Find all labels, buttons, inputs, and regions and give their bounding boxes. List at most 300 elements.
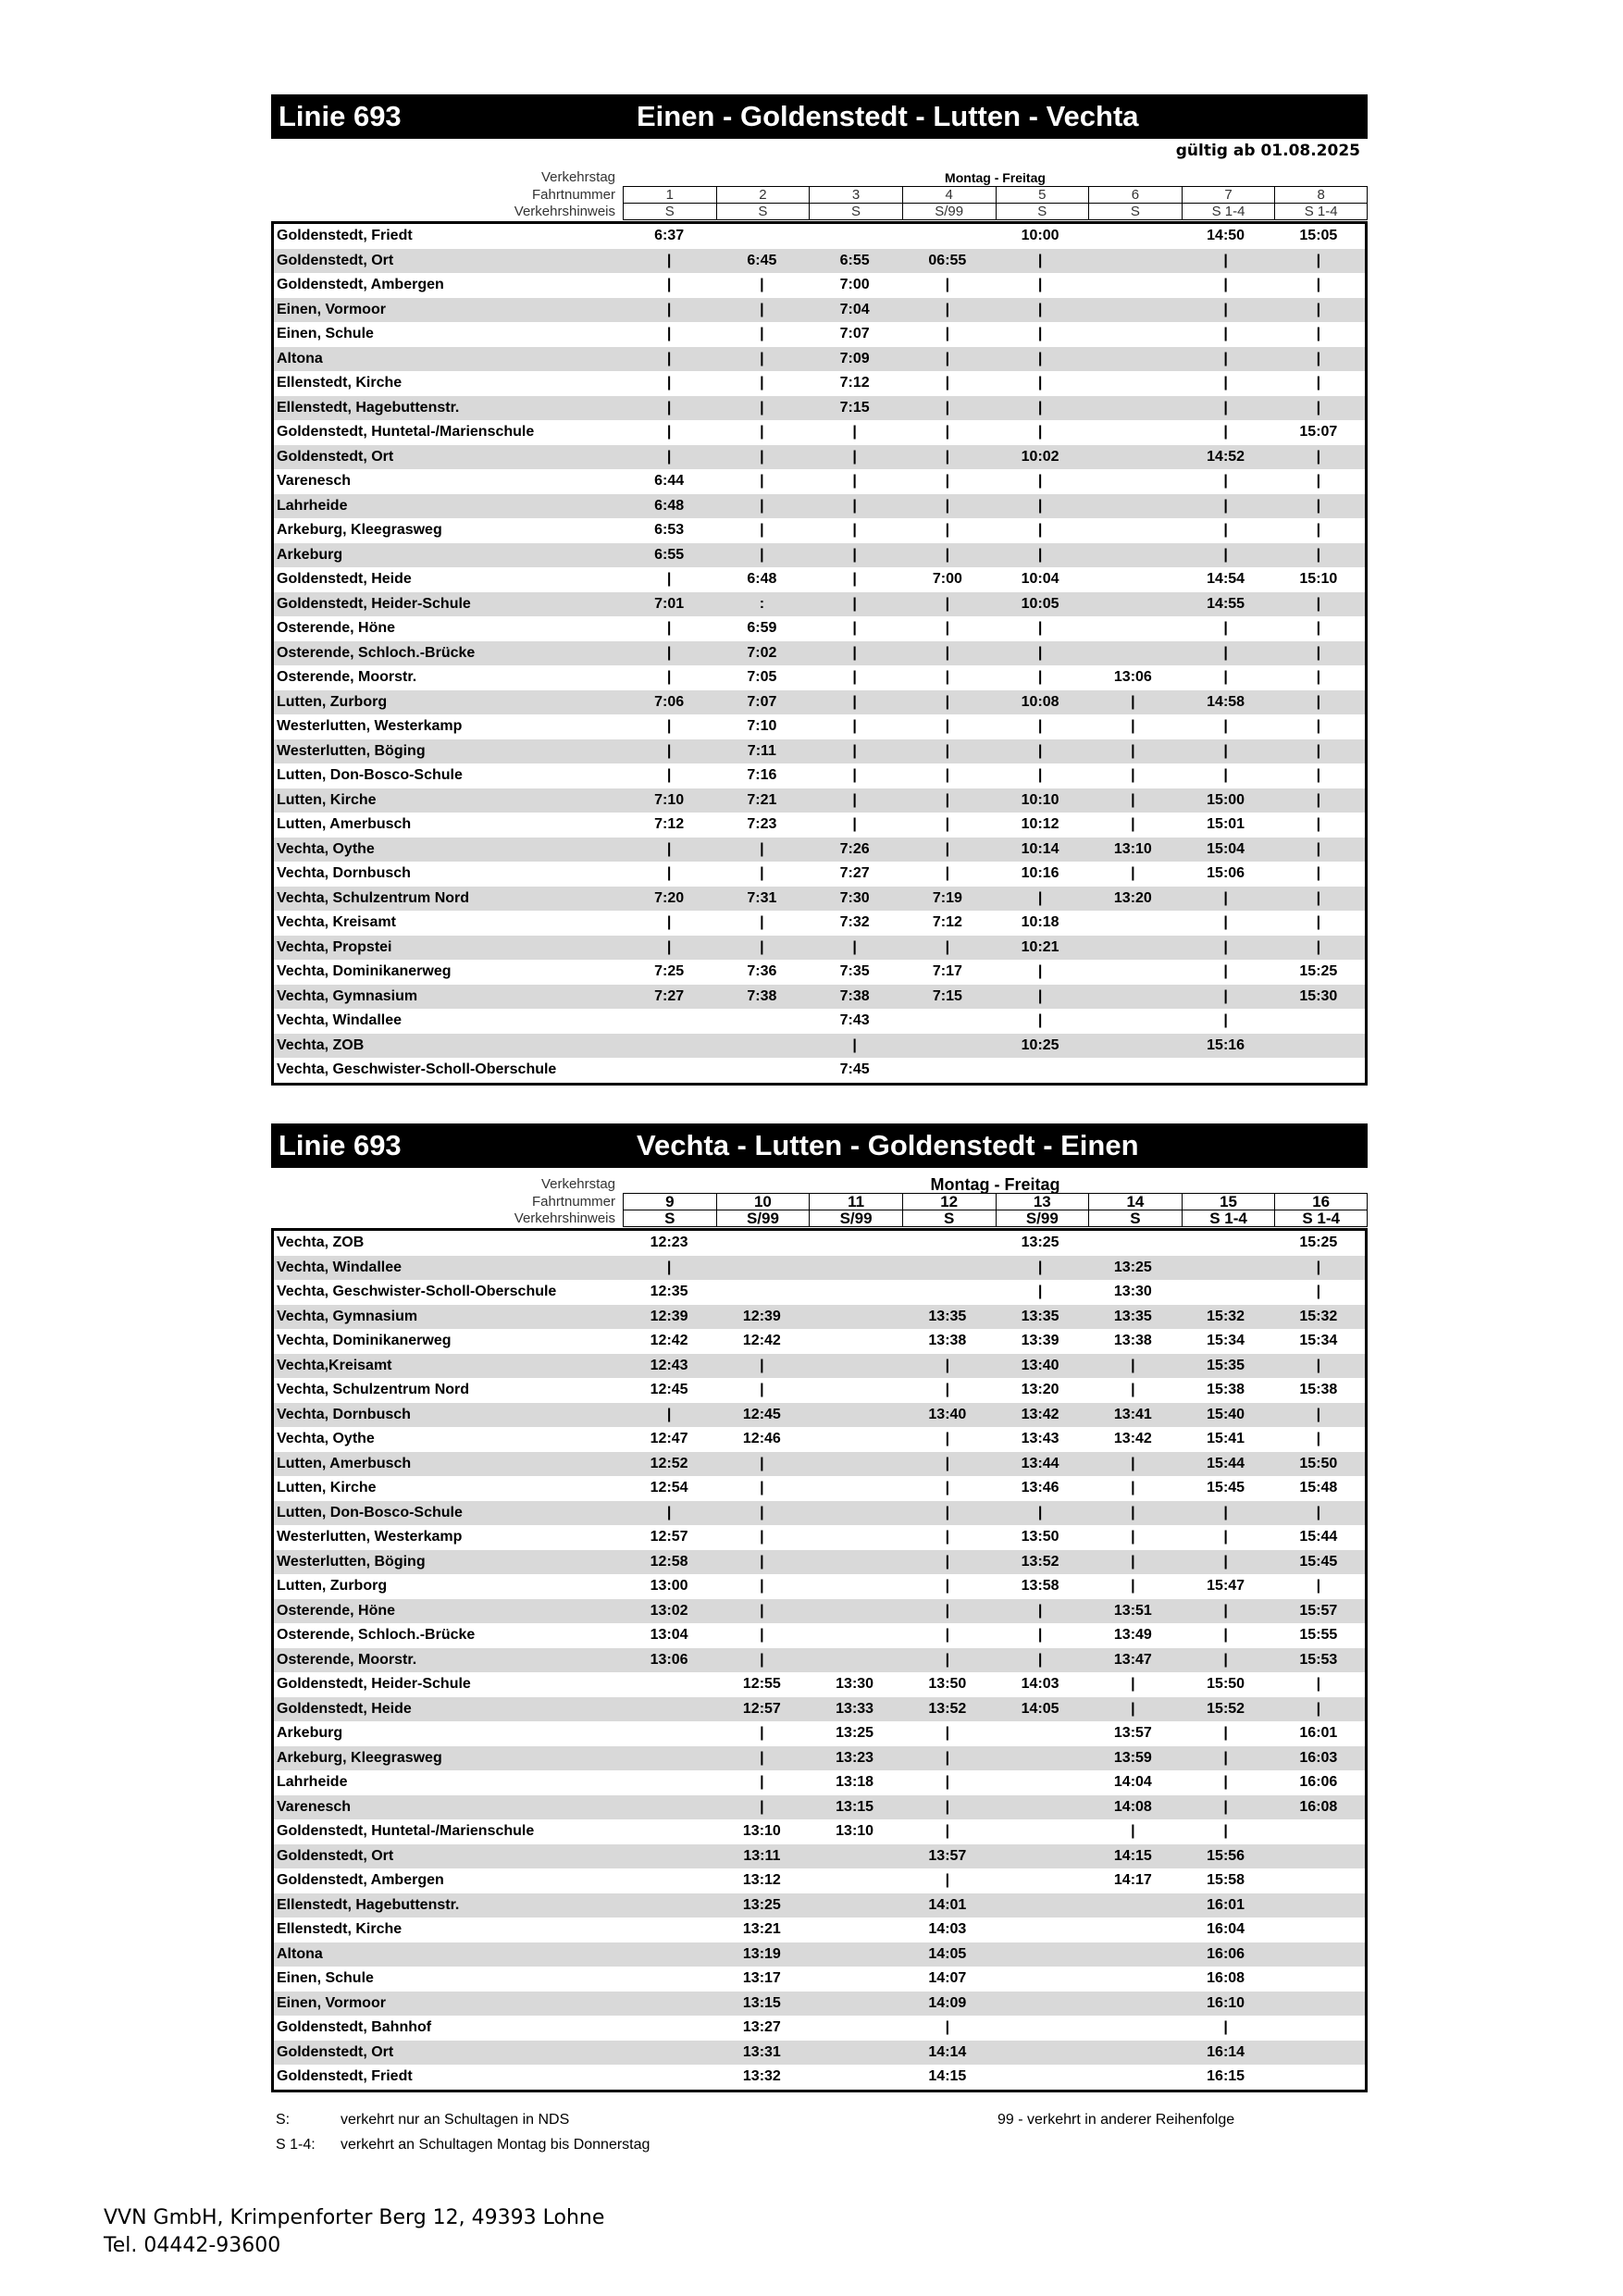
table-row <box>274 2041 1365 2066</box>
departure-time: 13:49 <box>1113 1627 1152 1643</box>
departure-time <box>809 1525 901 1550</box>
departure-time <box>623 1009 715 1034</box>
departure-time <box>1086 911 1179 936</box>
stop-name: Vechta, Propstei <box>277 938 392 955</box>
departure-time: 14:54 <box>1207 571 1245 587</box>
departure-time: | <box>760 399 764 416</box>
departure-time: | <box>760 350 764 366</box>
departure-time: | <box>1316 840 1321 857</box>
departure-time <box>1180 1058 1272 1083</box>
stop-name: Goldenstedt, Ort <box>277 2043 394 2060</box>
departure-time: | <box>945 840 950 857</box>
departure-time: 13:12 <box>742 1872 781 1888</box>
departure-time <box>1086 2016 1179 2041</box>
departure-time: | <box>945 1627 950 1643</box>
table-row <box>274 1721 1365 1746</box>
departure-time <box>809 1231 901 1256</box>
departure-time <box>901 1256 994 1281</box>
departure-time <box>994 1844 1086 1869</box>
departure-time <box>715 1058 808 1083</box>
departure-time: 7:38 <box>839 987 870 1004</box>
table-row <box>274 1378 1365 1403</box>
legend-99-text: 99 - verkehrt in anderer Reihenfolge <box>997 2112 1235 2128</box>
departure-time: 7:35 <box>839 963 870 979</box>
legend-s-key: S: <box>276 2112 291 2128</box>
departure-time <box>809 1917 901 1942</box>
trip-number: 16 <box>1274 1194 1368 1210</box>
departure-time: | <box>760 1725 764 1741</box>
table-row <box>274 1992 1365 2017</box>
departure-time: | <box>1131 1529 1135 1545</box>
departure-time: 7:06 <box>654 693 685 710</box>
departure-time: | <box>760 424 764 440</box>
departure-time <box>809 1648 901 1673</box>
departure-time: 13:52 <box>928 1700 967 1717</box>
departure-time <box>1086 1893 1179 1918</box>
departure-time: 12:39 <box>650 1308 688 1324</box>
departure-time: | <box>1223 669 1228 685</box>
departure-time: 15:32 <box>1299 1308 1338 1324</box>
departure-time: | <box>1037 669 1043 685</box>
departure-time <box>994 1819 1086 1844</box>
departure-time: 13:32 <box>742 2068 781 2084</box>
departure-time: 13:39 <box>1021 1333 1059 1348</box>
departure-time: 6:45 <box>747 252 777 268</box>
departure-time <box>1180 1231 1272 1256</box>
departure-time: | <box>1223 1798 1228 1815</box>
departure-time: | <box>852 522 857 538</box>
departure-time: | <box>1316 1357 1321 1373</box>
departure-time: | <box>1316 889 1321 906</box>
departure-time: 13:18 <box>836 1774 874 1790</box>
departure-time <box>623 1721 715 1746</box>
departure-time <box>809 2041 901 2066</box>
departure-time: | <box>1223 350 1228 366</box>
table-row <box>274 813 1365 838</box>
departure-time: 7:21 <box>747 791 777 808</box>
departure-time <box>1086 396 1179 421</box>
departure-time: 15:32 <box>1207 1308 1245 1324</box>
table-row <box>274 739 1365 764</box>
departure-time <box>1272 1992 1365 2017</box>
trip-number: 2 <box>716 187 810 204</box>
departure-time: | <box>1316 1431 1321 1446</box>
departure-time: 15:35 <box>1207 1357 1245 1373</box>
stop-name: Lutten, Amerbusch <box>277 816 412 832</box>
departure-time: | <box>945 301 950 317</box>
departure-time <box>809 1599 901 1624</box>
departure-time: 10:12 <box>1021 816 1059 832</box>
stop-name: Goldenstedt, Bahnhof <box>277 2019 432 2035</box>
trip-label: Fahrtnummer <box>531 187 615 203</box>
departure-time: | <box>945 595 950 612</box>
departure-time: | <box>760 1480 764 1496</box>
stop-name: Vechta, Oythe <box>277 840 375 857</box>
departure-time: 7:07 <box>747 693 777 710</box>
stop-name: Westerlutten, Westerkamp <box>277 718 463 734</box>
table-row <box>274 2065 1365 2090</box>
table-row <box>274 1034 1365 1059</box>
departure-time: | <box>666 326 672 341</box>
departure-time: 16:08 <box>1207 1970 1245 1986</box>
departure-time: | <box>1223 644 1228 661</box>
departure-time: 14:17 <box>1113 1872 1152 1888</box>
stop-name: Lutten, Zurborg <box>277 693 388 710</box>
departure-time <box>809 1942 901 1967</box>
departure-time: 13:50 <box>1021 1529 1059 1545</box>
departure-time: 13:46 <box>1021 1480 1059 1496</box>
table-row <box>274 1819 1365 1844</box>
departure-time: 10:25 <box>1021 1036 1059 1053</box>
table-row <box>274 1009 1365 1034</box>
stop-name: Lutten, Zurborg <box>277 1578 388 1594</box>
stop-name: Goldenstedt, Heider-Schule <box>277 595 471 612</box>
table-row <box>274 1256 1365 1281</box>
trip-number: 1 <box>623 187 716 204</box>
departure-time: | <box>1037 252 1043 268</box>
trip-note: S 1-4 <box>1274 204 1368 220</box>
departure-time: | <box>1037 987 1043 1004</box>
departure-time: | <box>1316 473 1321 489</box>
table-row <box>274 1476 1365 1501</box>
departure-time: | <box>760 301 764 317</box>
trip-note: S/99 <box>902 204 996 220</box>
table-row <box>274 862 1365 887</box>
departure-time: 13:40 <box>1021 1357 1059 1373</box>
departure-time <box>809 1501 901 1526</box>
stop-name: Arkeburg, Kleegrasweg <box>277 522 442 538</box>
departure-time <box>809 1623 901 1648</box>
departure-time <box>1272 1844 1365 1869</box>
departure-time: | <box>1037 522 1043 538</box>
departure-time <box>1272 1034 1365 1059</box>
stop-name: Goldenstedt, Huntetal-/Marienschule <box>277 424 535 440</box>
table-row <box>274 1574 1365 1599</box>
departure-time <box>1086 469 1179 494</box>
departure-time: 13:17 <box>742 1970 781 1986</box>
departure-time: 06:55 <box>928 252 967 268</box>
departure-time <box>994 1967 1086 1992</box>
departure-time: 13:51 <box>1113 1602 1152 1619</box>
trip-number: 8 <box>1274 187 1368 204</box>
departure-time: | <box>1316 375 1321 391</box>
stop-name: Einen, Vormoor <box>277 1994 386 2011</box>
departure-time: | <box>945 1823 950 1839</box>
table-row <box>274 1746 1365 1771</box>
table-row <box>274 1280 1365 1305</box>
timetable-section-2 <box>271 1123 1368 2092</box>
stop-name: Lutten, Kirche <box>277 791 377 808</box>
departure-time: | <box>666 301 672 317</box>
day-label: Verkehrstag <box>540 169 615 185</box>
departure-time: 15:45 <box>1299 1553 1338 1570</box>
stop-name: Einen, Schule <box>277 326 374 341</box>
departure-time: 15:00 <box>1207 791 1245 808</box>
stop-name: Vechta, Gymnasium <box>277 987 418 1004</box>
departure-time: | <box>1316 816 1321 832</box>
departure-time: 7:45 <box>839 1061 870 1077</box>
departure-time: 15:10 <box>1299 571 1338 587</box>
departure-time: | <box>1131 816 1135 832</box>
departure-time: 12:42 <box>650 1333 688 1348</box>
table-row <box>274 1770 1365 1795</box>
departure-time: | <box>1223 889 1228 906</box>
departure-time: | <box>945 1578 950 1594</box>
departure-time <box>1086 641 1179 666</box>
departure-time: | <box>1316 1700 1321 1717</box>
departure-time: 7:27 <box>839 865 870 881</box>
departure-time: | <box>666 424 672 440</box>
departure-time: | <box>852 669 857 685</box>
table-row <box>274 1648 1365 1673</box>
departure-time: | <box>945 424 950 440</box>
departure-time: 7:43 <box>839 1012 870 1028</box>
departure-time <box>1180 1256 1272 1281</box>
departure-time <box>1272 1009 1365 1034</box>
departure-time: 15:58 <box>1207 1872 1245 1888</box>
departure-time <box>901 1231 994 1256</box>
company-address: VVN GmbH, Krimpenforter Berg 12, 49393 Lohne <box>104 2206 605 2229</box>
departure-time: 14:55 <box>1207 595 1245 612</box>
departure-time: 7:07 <box>839 326 870 341</box>
departure-time: | <box>852 644 857 661</box>
departure-time: | <box>945 644 950 661</box>
departure-time: 14:52 <box>1207 448 1245 465</box>
departure-time: | <box>945 718 950 734</box>
departure-time: 13:31 <box>742 2043 781 2060</box>
departure-time: | <box>1037 399 1043 416</box>
departure-time <box>809 1256 901 1281</box>
departure-time: | <box>945 277 950 292</box>
table-row <box>274 1305 1365 1330</box>
departure-time: | <box>945 1872 950 1888</box>
departure-time <box>809 1893 901 1918</box>
stop-name: Westerlutten, Westerkamp <box>277 1529 463 1545</box>
title-bar <box>271 1123 1368 1168</box>
departure-time: | <box>1037 301 1043 317</box>
departure-time <box>1086 1967 1179 1992</box>
table-row <box>274 298 1365 323</box>
departure-time: | <box>945 448 950 465</box>
table-row <box>274 838 1365 863</box>
departure-time: | <box>1316 399 1321 416</box>
departure-time: 14:15 <box>928 2068 967 2084</box>
departure-time: 15:53 <box>1299 1651 1338 1668</box>
departure-time: 7:00 <box>932 571 962 587</box>
trip-note: S <box>902 1210 996 1227</box>
departure-time: 7:05 <box>747 669 777 685</box>
departure-time <box>715 1280 808 1305</box>
departure-time: 13:15 <box>836 1798 874 1815</box>
departure-time: | <box>852 767 857 783</box>
departure-time: | <box>1223 987 1228 1004</box>
departure-time: 7:38 <box>747 987 777 1004</box>
departure-time <box>1086 936 1179 961</box>
departure-time: | <box>945 522 950 538</box>
departure-time: | <box>666 644 672 661</box>
departure-time: 10:10 <box>1021 791 1059 808</box>
departure-time <box>1086 1917 1179 1942</box>
stop-name: Arkeburg, Kleegrasweg <box>277 1749 442 1766</box>
departure-time: 13:06 <box>1113 669 1152 685</box>
departure-time: 15:44 <box>1207 1455 1245 1471</box>
departure-time: 7:27 <box>654 987 685 1004</box>
departure-time <box>623 1672 715 1697</box>
departure-time: | <box>1223 277 1228 292</box>
departure-time: | <box>666 399 672 416</box>
departure-time: | <box>852 938 857 955</box>
departure-time: | <box>945 350 950 366</box>
departure-time: | <box>852 448 857 465</box>
departure-time: | <box>945 767 950 783</box>
departure-time <box>623 2016 715 2041</box>
departure-time: | <box>666 375 672 391</box>
departure-time: 13:25 <box>742 1896 781 1913</box>
departure-time: 14:15 <box>1113 1847 1152 1864</box>
departure-time: 15:50 <box>1299 1455 1338 1471</box>
departure-time: | <box>945 1553 950 1570</box>
stop-name: Osterende, Moorstr. <box>277 1651 417 1668</box>
stop-name: Goldenstedt, Friedt <box>277 228 413 243</box>
departure-time: 12:57 <box>650 1529 688 1545</box>
departure-time: | <box>945 938 950 955</box>
departure-time: | <box>1131 1676 1135 1692</box>
table-row <box>274 494 1365 519</box>
stop-name: Vechta, Dornbusch <box>277 1406 411 1422</box>
table-row <box>274 1942 1365 1967</box>
departure-time: 13:57 <box>1113 1725 1152 1741</box>
departure-time: | <box>852 693 857 710</box>
departure-time: 10:16 <box>1021 865 1059 881</box>
departure-time <box>715 1034 808 1059</box>
table-row <box>274 1329 1365 1354</box>
departure-time: 13:47 <box>1113 1651 1152 1668</box>
departure-time: | <box>1316 644 1321 661</box>
departure-time: 12:45 <box>742 1406 781 1422</box>
stop-name: Varenesch <box>277 1798 352 1815</box>
table-row <box>274 616 1365 641</box>
departure-time: : <box>759 595 765 612</box>
departure-time <box>623 1917 715 1942</box>
departure-time: 13:21 <box>742 1921 781 1937</box>
departure-time: | <box>1316 350 1321 366</box>
departure-time: | <box>1037 1651 1043 1668</box>
departure-time: | <box>1316 301 1321 317</box>
departure-time: | <box>1316 1406 1321 1422</box>
departure-time: | <box>1131 1823 1135 1839</box>
departure-time: | <box>945 1504 950 1520</box>
departure-time: 15:16 <box>1207 1036 1245 1053</box>
departure-time: 12:35 <box>650 1284 688 1299</box>
departure-time: | <box>1223 301 1228 317</box>
departure-time: | <box>945 1455 950 1471</box>
departure-time: | <box>1037 767 1043 783</box>
departure-time: 14:05 <box>1021 1700 1059 1717</box>
departure-time: 7:15 <box>839 399 870 416</box>
departure-time: | <box>1316 1284 1321 1299</box>
table-row <box>274 592 1365 617</box>
departure-time: | <box>1316 546 1321 563</box>
departure-time <box>1086 960 1179 985</box>
departure-time: | <box>1037 473 1043 489</box>
departure-time: 13:57 <box>928 1847 967 1864</box>
departure-time: | <box>666 669 672 685</box>
departure-time <box>1272 1917 1365 1942</box>
title-bar <box>271 94 1368 139</box>
stop-name: Ellenstedt, Hagebuttenstr. <box>277 399 460 416</box>
departure-time: 7:10 <box>747 718 777 734</box>
stop-name: Altona <box>277 1945 323 1962</box>
departure-time: | <box>945 1382 950 1397</box>
departure-time: 13:27 <box>742 2019 781 2035</box>
stop-name: Vechta, Geschwister-Scholl-Oberschule <box>277 1284 557 1299</box>
departure-time: 16:04 <box>1207 1921 1245 1937</box>
departure-time: | <box>1131 1700 1135 1717</box>
departure-time: 10:02 <box>1021 448 1059 465</box>
departure-time <box>1272 1819 1365 1844</box>
departure-time: 15:07 <box>1299 424 1338 440</box>
table-row <box>274 396 1365 421</box>
departure-time: | <box>1316 1259 1321 1275</box>
departure-time <box>1272 1967 1365 1992</box>
departure-time: | <box>1037 546 1043 563</box>
departure-time: | <box>1223 1504 1228 1520</box>
table-row <box>274 714 1365 739</box>
stop-name: Goldenstedt, Huntetal-/Marienschule <box>277 1823 535 1839</box>
departure-time: 13:20 <box>1113 889 1152 906</box>
departure-time: | <box>1223 522 1228 538</box>
departure-time: 13:35 <box>1021 1308 1059 1324</box>
trip-note: S <box>809 204 902 220</box>
departure-time: | <box>760 914 764 930</box>
route-name: Vechta - Lutten - Goldenstedt - Einen <box>637 1129 1139 1161</box>
departure-time: | <box>760 375 764 391</box>
legend-s14-key: S 1-4: <box>276 2137 316 2153</box>
table-row <box>274 371 1365 396</box>
timetable-body <box>271 221 1368 1086</box>
departure-time: 7:25 <box>654 963 685 979</box>
departure-time <box>623 1746 715 1771</box>
table-row <box>274 911 1365 936</box>
table-row <box>274 1599 1365 1624</box>
stop-name: Goldenstedt, Heider-Schule <box>277 1676 471 1692</box>
trip-note: S <box>623 204 716 220</box>
departure-time: | <box>945 375 950 391</box>
table-row <box>274 1550 1365 1575</box>
departure-time: 15:25 <box>1299 963 1338 979</box>
departure-time <box>994 1942 1086 1967</box>
stop-name: Varenesch <box>277 473 352 489</box>
table-row <box>274 1058 1365 1083</box>
departure-time: | <box>760 1529 764 1545</box>
departure-time: 12:55 <box>742 1676 781 1692</box>
departure-time: 12:46 <box>742 1431 781 1446</box>
departure-time: 13:10 <box>1113 840 1152 857</box>
departure-time: | <box>1316 1676 1321 1692</box>
departure-time: | <box>760 1504 764 1520</box>
departure-time: | <box>1223 620 1228 636</box>
departure-time: 13:10 <box>742 1823 781 1839</box>
departure-time: | <box>1316 767 1321 783</box>
departure-time <box>809 1550 901 1575</box>
departure-time: | <box>852 1036 857 1053</box>
departure-time: 15:38 <box>1299 1382 1338 1397</box>
stop-name: Arkeburg <box>277 1725 343 1741</box>
table-row <box>274 2016 1365 2041</box>
departure-time: 7:15 <box>932 987 962 1004</box>
departure-time: | <box>945 669 950 685</box>
stop-name: Osterende, Schloch.-Brücke <box>277 1627 476 1643</box>
